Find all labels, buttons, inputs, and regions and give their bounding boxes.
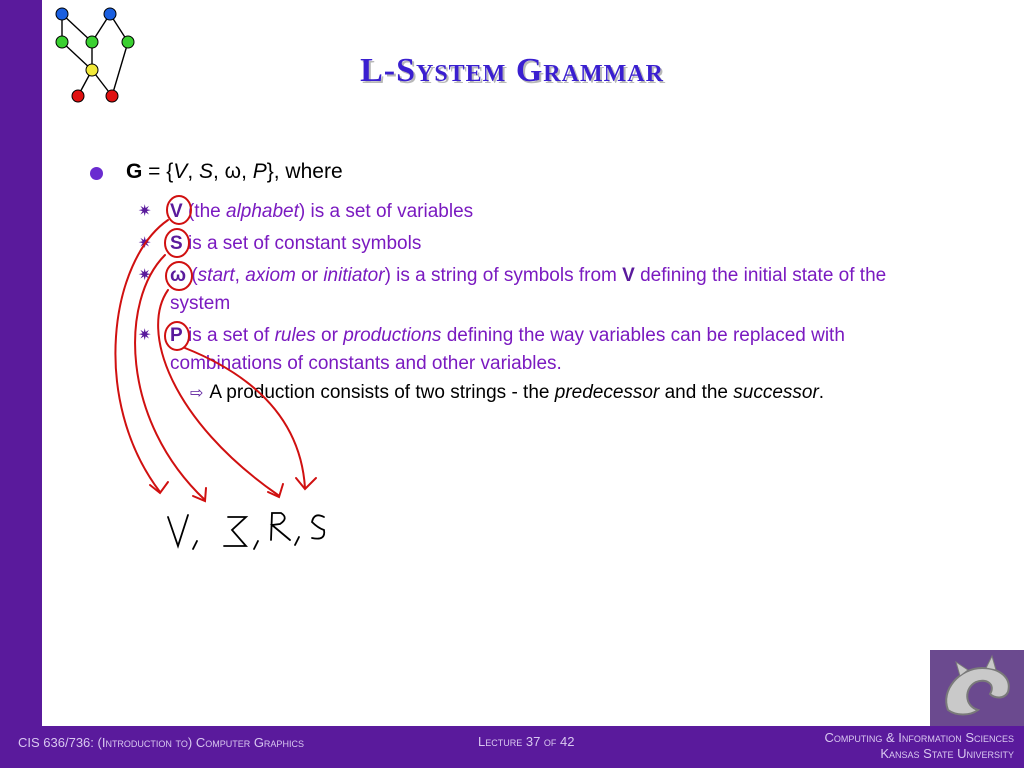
arrow-bullet-icon: ⇨ bbox=[190, 385, 204, 402]
asterisk-bullet-icon: ✷ bbox=[138, 327, 152, 344]
footer-univ: Kansas State University bbox=[880, 746, 1014, 761]
bullet-dot-icon bbox=[90, 167, 103, 180]
footer-institution bbox=[824, 730, 1014, 762]
footer-course: CIS 636/736: (Introduction to) Computer Graphics bbox=[18, 735, 304, 750]
bullet-text: G = {V, S, ω, P}, where bbox=[126, 160, 343, 183]
footer-lecture: Lecture 37 of 42 bbox=[478, 734, 575, 749]
asterisk-bullet-icon: ✷ bbox=[138, 267, 152, 284]
slide-title: L-System Grammar bbox=[360, 52, 664, 89]
sub-item-production: ⇨ A production consists of two strings - the predecessor and the successor. bbox=[190, 382, 825, 403]
asterisk-bullet-icon: ✷ bbox=[138, 203, 152, 220]
footer-dept: Computing & Information Sciences bbox=[824, 730, 1014, 745]
asterisk-bullet-icon: ✷ bbox=[138, 235, 152, 252]
wildcat-logo-icon bbox=[930, 650, 1024, 726]
left-frame bbox=[0, 0, 42, 768]
